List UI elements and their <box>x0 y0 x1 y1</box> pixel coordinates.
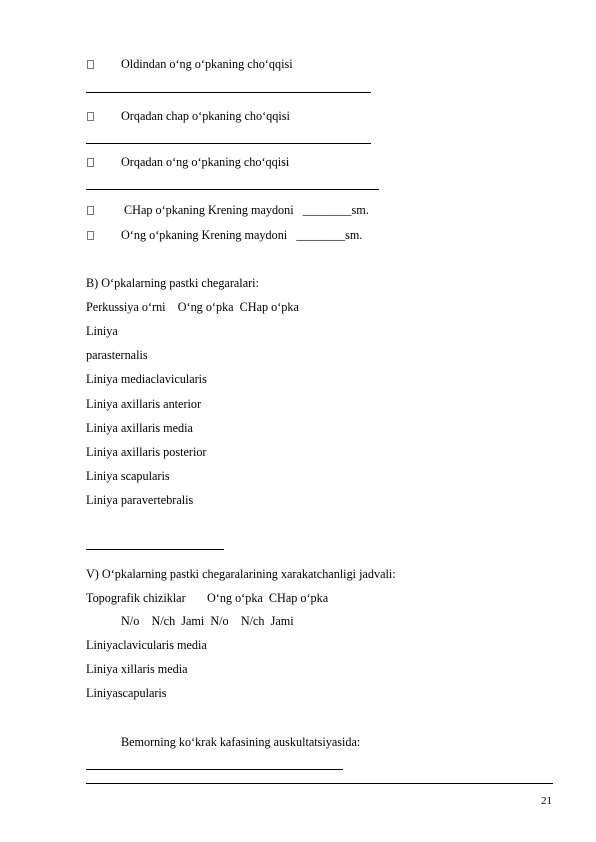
section-v-heading: V) O‘pkalarning pastki chegaralarining xarakatchanligi jadvali: <box>86 567 396 581</box>
bullet-item-4: CHap o‘pkaning Krening maydoni ________sm. <box>121 203 369 217</box>
section-v-row: Liniyascapularis <box>86 686 167 700</box>
bullet-icon <box>87 231 94 240</box>
section-b-row: Liniya axillaris posterior <box>86 445 207 459</box>
section-v-subheader: N/o N/ch Jami N/o N/ch Jami <box>121 614 294 628</box>
section-b-table-header: Perkussiya o‘rni O‘ng o‘pka CHap o‘pka <box>86 300 299 314</box>
closing-line: Bemorning ko‘krak kafasining auskultatsiyasida: <box>121 735 361 749</box>
bullet-item-3: Orqadan o‘ng o‘pkaning cho‘qqisi <box>121 155 290 169</box>
bullet-icon <box>87 206 94 215</box>
bullet-item-1: Oldindan o‘ng o‘pkaning cho‘qqisi <box>121 57 293 71</box>
answer-blank-1 <box>86 92 371 93</box>
bullet-item-5: O‘ng o‘pkaning Krening maydoni ________sm. <box>121 228 363 242</box>
section-b-row: Liniya scapularis <box>86 469 170 483</box>
bullet-icon <box>87 158 94 167</box>
answer-blank-5 <box>86 769 343 770</box>
bullet-item-2: Orqadan chap o‘pkaning cho‘qqisi <box>121 109 290 123</box>
section-v-row: Liniyaclavicularis media <box>86 638 207 652</box>
footer-rule <box>86 783 553 784</box>
section-b-row: Liniya axillaris media <box>86 421 193 435</box>
section-b-row: Liniya paravertebralis <box>86 493 194 507</box>
section-b-row: Liniya mediaclavicularis <box>86 372 207 386</box>
bullet-icon <box>87 60 94 69</box>
section-b-row: Liniya <box>86 324 118 338</box>
page-number: 21 <box>541 795 552 807</box>
section-b-row: parasternalis <box>86 348 148 362</box>
section-b-heading: B) O‘pkalarning pastki chegaralari: <box>86 276 259 290</box>
section-v-table-header: Topografik chiziklar O‘ng o‘pka CHap o‘pka <box>86 591 329 605</box>
answer-blank-3 <box>86 189 379 190</box>
section-b-row: Liniya axillaris anterior <box>86 397 202 411</box>
bullet-icon <box>87 112 94 121</box>
answer-blank-2 <box>86 143 371 144</box>
section-v-row: Liniya xillaris media <box>86 662 188 676</box>
answer-blank-4 <box>86 549 224 550</box>
